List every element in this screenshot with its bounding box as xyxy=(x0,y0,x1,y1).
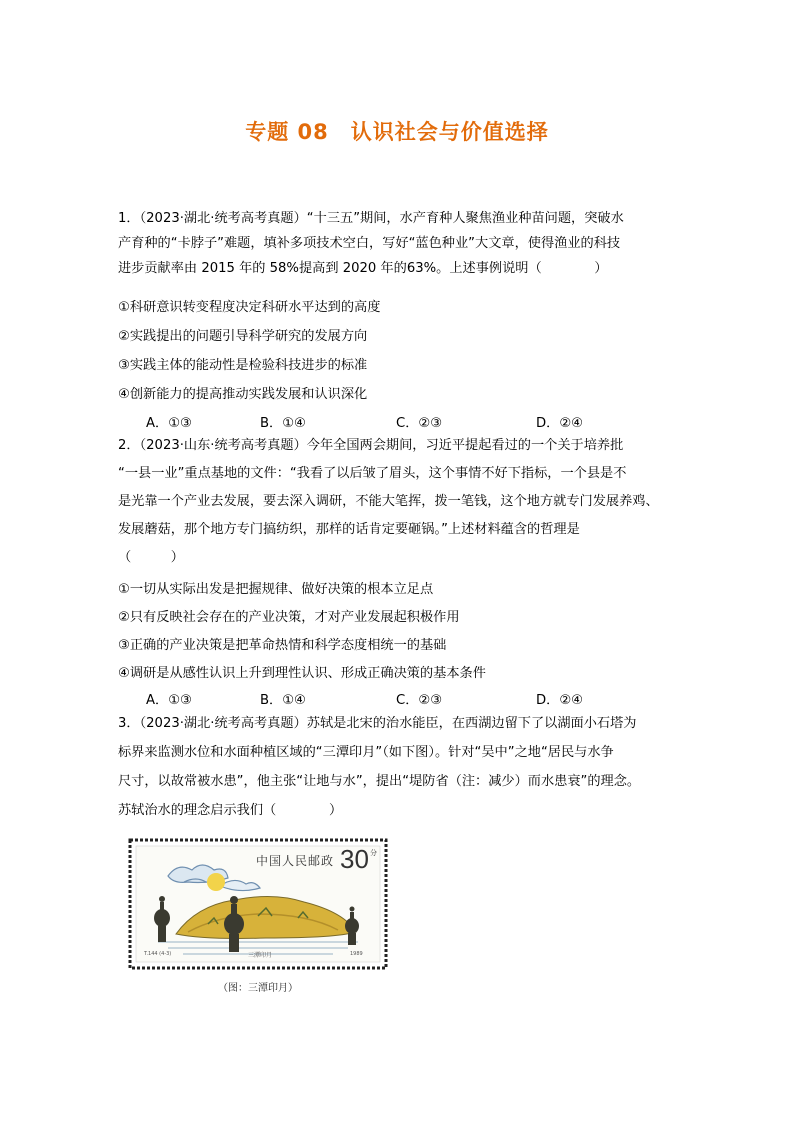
question-1-line: 1．（2023·湖北·统考高考真题）“十三五”期间，水产育种人聚焦渔业种苗问题，突破水 xyxy=(118,211,624,226)
question-3-line: 3．（2023·湖北·统考高考真题）苏轼是北宋的治水能臣，在西湖边留下了以湖面小石塔为 xyxy=(118,716,637,731)
question-3-line: 标界来监测水位和水面种植区域的“三潭印月”（如下图）。针对“吴中”之地“居民与水争 xyxy=(118,745,614,760)
stamp-value: 30 xyxy=(340,844,369,874)
question-3-stem xyxy=(118,709,678,825)
stamp-country: 中国人民邮政 xyxy=(256,854,335,868)
question-2-option-4: ④调研是从感性认识上升到理性认识、形成正确决策的基本条件 xyxy=(118,666,486,681)
choice-b: B．①④ xyxy=(260,416,306,431)
question-2-option-1: ①一切从实际出发是把握规律、做好决策的根本立足点 xyxy=(118,582,434,597)
question-1-option-4: ④创新能力的提高推动实践发展和认识深化 xyxy=(118,387,368,402)
question-1-stem xyxy=(118,206,678,281)
stamp-name: 三潭印月 xyxy=(248,952,273,959)
question-2-line: 发展蘑菇，那个地方专门搞纺织，那样的话肯定要砸锅。”上述材料蕴含的哲理是 xyxy=(118,522,580,537)
question-1-line: 进步贡献率由 2015 年的 58%提高到 2020 年的63%。上述事例说明（ ） xyxy=(118,261,608,276)
question-2-line: （ ） xyxy=(118,550,184,565)
stamp-code: T.144 (4-3) xyxy=(144,951,172,957)
choice-a: A．①③ xyxy=(146,693,192,708)
page-title: 专题 08 认识社会与价值选择 xyxy=(245,120,549,144)
question-1-option-3: ③实践主体的能动性是检验科技进步的标准 xyxy=(118,358,368,373)
question-2-line: 是光靠一个产业去发展，要去深入调研，不能大笔挥，拨一笔钱，这个地方就专门发展养鸡、 xyxy=(118,494,659,509)
question-2-option-3: ③正确的产业决策是把革命热情和科学态度相统一的基础 xyxy=(118,638,447,653)
question-2-option-2: ②只有反映社会存在的产业决策，才对产业发展起积极作用 xyxy=(118,610,460,625)
figure-caption: （图：三潭印月） xyxy=(218,983,298,994)
question-1-line: 产育种的“卡脖子”难题，填补多项技术空白，写好“蓝色种业”大文章，使得渔业的科技 xyxy=(118,236,621,251)
stamp-image xyxy=(128,838,388,970)
stamp-unit: 分 xyxy=(370,849,377,857)
question-3-line: 苏轼治水的理念启示我们（ ） xyxy=(118,803,343,818)
stamp-year: 1989 xyxy=(350,951,363,957)
choice-b: B．①④ xyxy=(260,693,306,708)
question-1-option-2: ②实践提出的问题引导科学研究的发展方向 xyxy=(118,329,368,344)
choice-c: C．②③ xyxy=(396,416,443,431)
moon-graphic xyxy=(207,873,225,891)
choice-c: C．②③ xyxy=(396,693,443,708)
question-2-line: “一县一业”重点基地的文件：“我看了以后皱了眉头，这个事情不好下指标，一个县是不 xyxy=(118,466,627,481)
choice-d: D．②④ xyxy=(536,693,583,708)
choice-d: D．②④ xyxy=(536,416,583,431)
choice-a: A．①③ xyxy=(146,416,192,431)
question-3-line: 尺寸，以故常被水患”，他主张“让地与水”，提出“堤防省（注：减少）而水患衰”的理念。 xyxy=(118,774,641,789)
question-2-stem xyxy=(118,432,678,572)
question-1-option-1: ①科研意识转变程度决定科研水平达到的高度 xyxy=(118,300,381,315)
question-2-line: 2．（2023·山东·统考高考真题）今年全国两会期间，习近平提起看过的一个关于培养批 xyxy=(118,438,624,453)
